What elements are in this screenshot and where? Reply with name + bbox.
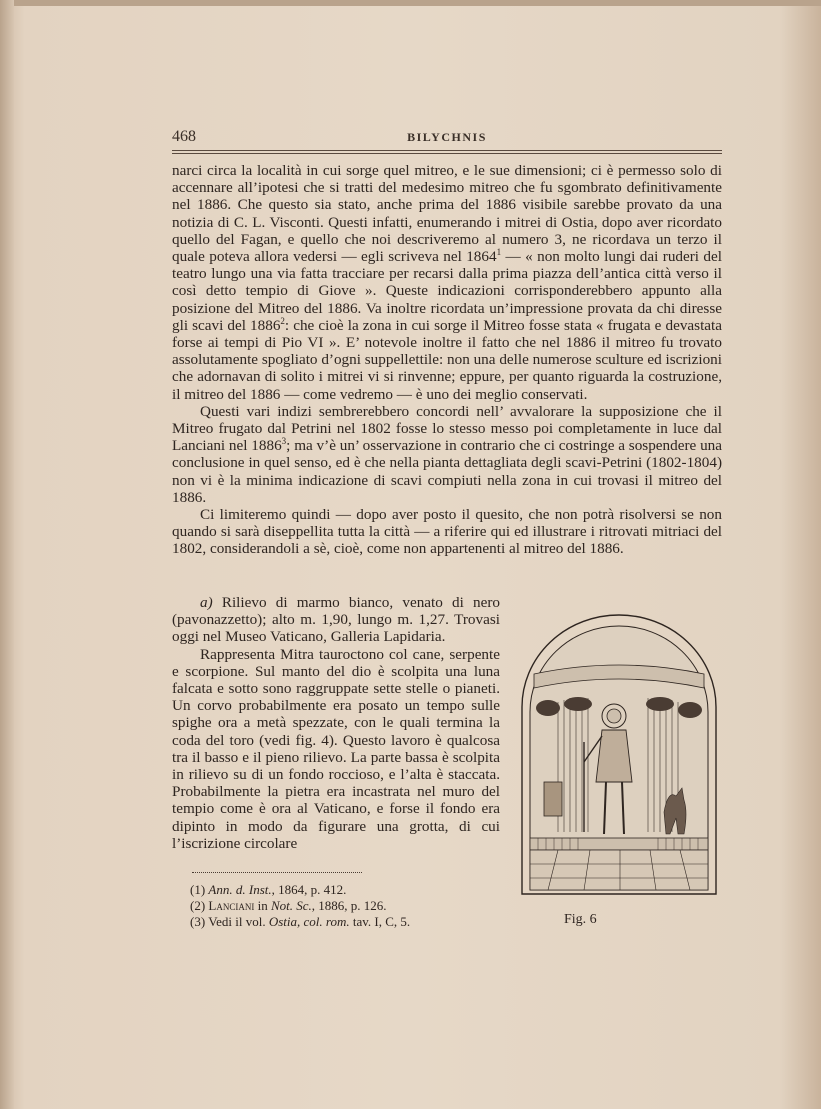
main-text <box>172 162 722 558</box>
paragraph-2 <box>172 403 722 506</box>
footnote-ref-3: 3 <box>281 436 287 447</box>
page-binding-edge <box>0 0 14 1109</box>
footnote-2-title: Not. Sc. <box>270 898 312 913</box>
footnote-2-number: (2) <box>190 898 206 913</box>
figure-caption: Fig. 6 <box>564 912 597 927</box>
footnote-3-rest: tav. I, C, 5. <box>349 914 411 929</box>
column-text <box>172 594 500 852</box>
footnote-rule <box>192 872 362 873</box>
footnote-1 <box>190 882 510 898</box>
paragraph-2-text-b: ; ma v’è un’ osservazione in contrario che ci costringe a sospendere una conclusione in quel senso, ed è che nella pianta dettagliata degli scavi-Petrini (1802-1804) non vi è la minima indicazione di scavi compiuti nella zona in cui trovasi il mitreo del 1886. <box>172 437 723 506</box>
item-a <box>172 594 500 646</box>
paragraph-1 <box>172 162 722 403</box>
footnote-2-author: Lanciani <box>208 898 255 913</box>
footnote-2-rest: , 1886, p. 126. <box>311 898 387 913</box>
footnote-3 <box>190 914 510 930</box>
footnote-ref-1: 1 <box>496 246 502 257</box>
page-number: 468 <box>172 128 196 145</box>
paragraph-1-text-b: — « non molto lungi dai ruderi del teatro lungo una via fatta tracciare per recarsi dalla prima piazza dell’antica città verso il così detto tempio di Giove ». Queste indicazioni corrisponderebbero appunto alla posizione del Mitreo del 1886. Va inoltre ricordata un’impressione provata da chi diresse gli scavi del 1886 <box>172 248 722 334</box>
figure-mithraeum-illustration <box>518 612 720 898</box>
running-head: BILYCHNIS <box>407 130 487 144</box>
footnotes <box>190 882 510 930</box>
footnote-1-title: Ann. d. Inst. <box>208 882 272 897</box>
paragraph-1-text-c: : che cioè la zona in cui sorge il Mitreo fosse stata « frugata e devastata forse ai tempi di Pio VI ». E’ notevole inoltre il fatto che nel 1886 il mitreo fu trovato assolutamente spogliato d’ogni suppellettile: non una delle numerose sculture ed iscrizioni che adornavan di solito i mitrei vi si rinvenne; eppure, per quanto riguarda la costruzione, il mitreo del 1886 — come vedremo — è uno dei meglio conservati. <box>172 316 723 403</box>
footnote-ref-2: 2 <box>280 315 285 326</box>
footnote-1-rest: , 1864, p. 412. <box>271 882 347 897</box>
paragraph-1-text: narci circa la località in cui sorge quel mitreo, e le sue dimensioni; ci è permesso solo di accennare all’ipotesi che si tratti del medesimo mitreo che fu sgombrato definitivamente nel 1886. Che questo sia stato, anche prima del 1886 visibile sarebbe provato da una notizia di C. L. Visconti. Questi infatti, enumerando i mitrei di Ostia, dopo aver ricordato quello del Fagan, e quello che noi descriveremo al numero 3, ne ricordava un terzo il quale poteva allora vedersi — egli scriveva nel 1864 <box>172 162 722 266</box>
footnote-2 <box>190 898 510 914</box>
footnote-3-number: (3) <box>190 914 206 929</box>
page-top-edge <box>0 0 821 6</box>
page-header <box>172 128 722 148</box>
footnote-3-pre: Vedi il vol. <box>208 914 269 929</box>
footnote-3-title: Ostia, col. rom. <box>268 914 350 929</box>
header-rule-top <box>172 150 722 151</box>
item-a-label: a) <box>200 594 213 611</box>
paragraph-3: Ci limiteremo quindi — dopo aver posto il quesito, che non potrà risolversi se non quando si sarà diseppellita tutta la città — a riferire qui ed illustrare i ritrovati mitriaci del 1802, considerandoli a sè, cioè, come non appartenenti al mitreo del 1886. <box>172 506 722 558</box>
paragraph-2-text: Questi vari indizi sembrerebbero concordi nell’ avvalorare la supposizione che il Mitreo frugato dal Petrini nel 1802 fosse lo stesso messo poi completamente in luce dal Lanciani nel 1886 <box>172 402 722 455</box>
paragraph-4: Rappresenta Mitra tauroctono col cane, serpente e scorpione. Sul manto del dio è scolpita una luna falcata e sotto sono raggruppate sette stelle o pianeti. Un corvo probabilmente era posato un tempo sulle spighe ora a metà spezzate, con le quali termina la coda del toro (vedi fig. 4). Questo lavoro è qualcosa tra il basso e il pieno rilievo. La parte bassa è scolpita in rilievo su di un fondo roccioso, e l’alta è staccata. Probabilmente la pietra era incastrata nel muro del tempio come è ora al Vaticano, e forse il fondo era dipinto in modo da figurare una grotta, di cui l’iscrizione circolare <box>172 645 500 852</box>
item-a-text: Rilievo di marmo bianco, venato di nero (pavonazzetto); alto m. 1,90, lungo m. 1,27. Trovasi oggi nel Museo Vaticano, Galleria Lapidaria. <box>172 594 500 646</box>
header-rule-bottom <box>172 153 722 154</box>
footnote-2-in: in <box>254 898 271 913</box>
footnote-1-number: (1) <box>190 882 206 897</box>
